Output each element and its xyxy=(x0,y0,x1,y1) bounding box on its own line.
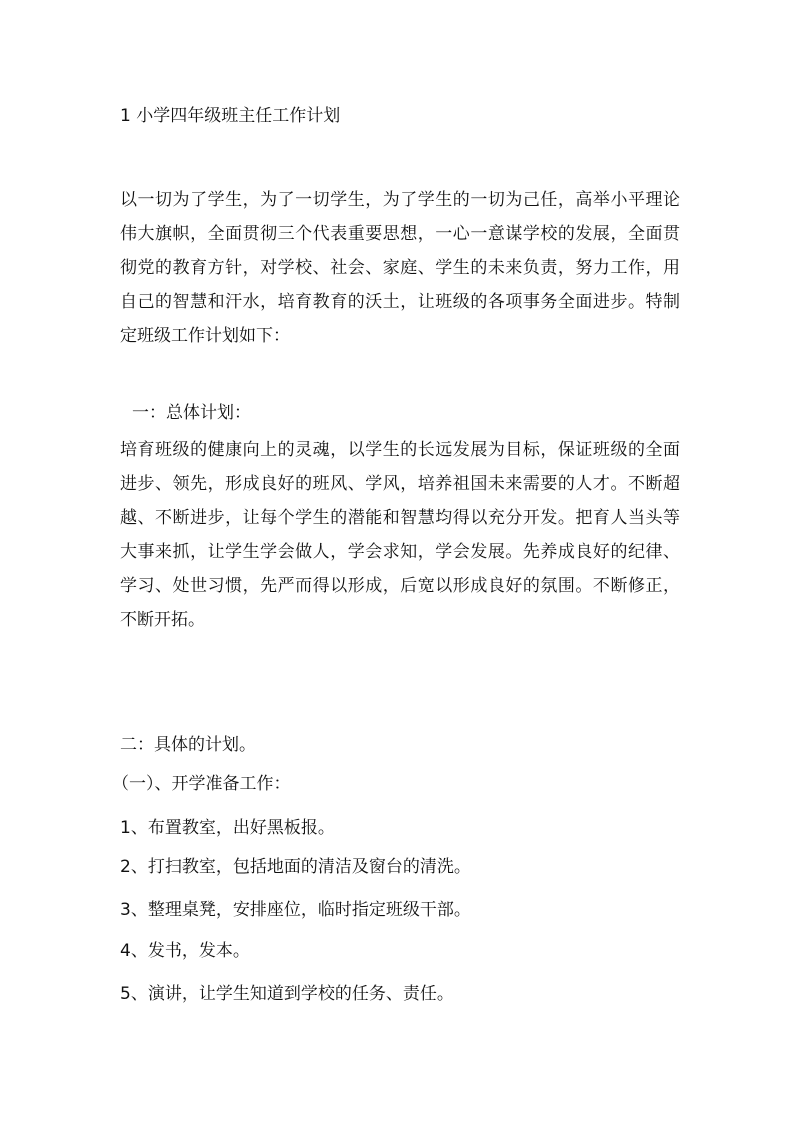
list-item: 1、布置教室，出好黑板报。 xyxy=(120,818,335,838)
list-item: 5、演讲，让学生知道到学校的任务、责任。 xyxy=(120,984,454,1004)
list-item: 2、打扫教室，包括地面的清洁及窗台的清洗。 xyxy=(120,857,471,877)
section1-heading: 一：总体计划： xyxy=(132,403,251,423)
intro-paragraph: 以一切为了学生，为了一切学生，为了学生的一切为己任，高举小平理论伟大旗帜，全面贯彻三个代表重要思想，一心一意谋学校的发展，全面贯彻党的教育方针，对学校、社会、家庭、学生的未来负责，努力工作，用自己的智慧和汗水，培育教育的沃土，让班级的各项事务全面进步。特制定班级工作计划如下： xyxy=(120,190,680,346)
document-title: 1 小学四年级班主任工作计划 xyxy=(120,106,341,126)
section2-heading: 二：具体的计划。 xyxy=(120,735,256,755)
subsection1-heading: （一）、开学准备工作： xyxy=(112,774,291,794)
list-item: 3、整理桌凳，安排座位，临时指定班级干部。 xyxy=(120,900,471,920)
list-item: 4、发书，发本。 xyxy=(120,941,250,961)
section1-paragraph: 培育班级的健康向上的灵魂，以学生的长远发展为目标，保证班级的全面进步、领先，形成良好的班风、学风，培养祖国未来需要的人才。不断超越、不断进步，让每个学生的潜能和智慧均得以充分开发。把育人当头等大事来抓，让学生学会做人，学会求知，学会发展。先养成良好的纪律、学习、处世习惯，先严而得以形成，后宽以形成良好的氛围。不断修正，不断开拓。 xyxy=(120,440,680,630)
